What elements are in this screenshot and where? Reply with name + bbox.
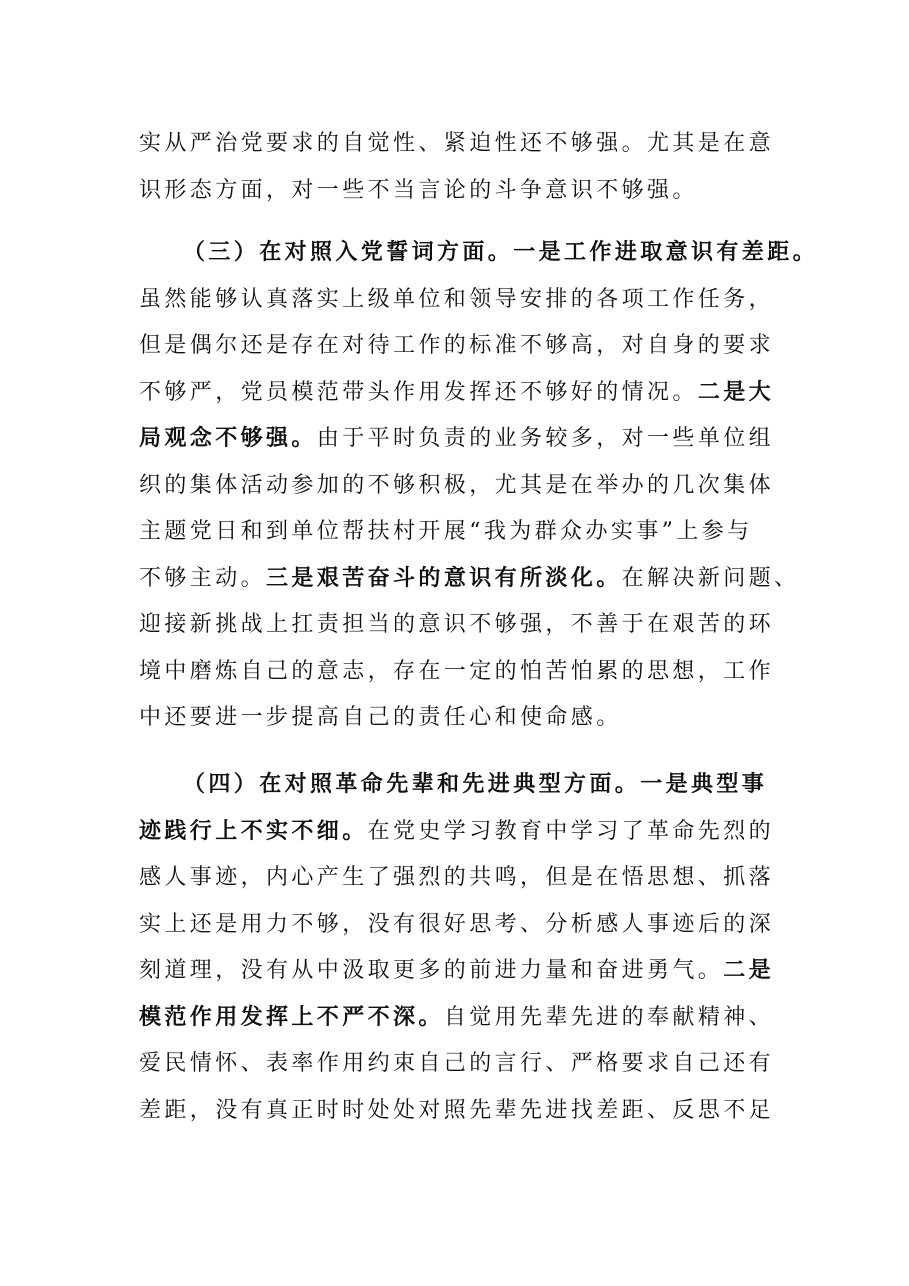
text-run: 虽然能够认真落实上级单位和领导安排的各项工作任务， — [139, 286, 775, 312]
paragraph-1 — [139, 121, 799, 214]
text-run: 爱民情怀、表率作用约束自己的言行、严格要求自己还有 — [139, 1051, 775, 1076]
text-run: 主题党日和到单位帮扶村开展“我为群众办实事”上参与 — [139, 519, 753, 544]
text-line — [139, 948, 799, 995]
text-line — [139, 855, 799, 902]
text-run: 境中磨炼自己的意志，存在一定的怕苦怕累的思想，工作 — [139, 658, 775, 684]
text-line — [139, 463, 799, 510]
text-run: 在解决新问题、 — [621, 565, 800, 591]
text-run: 不够主动。 — [139, 565, 267, 591]
text-line — [139, 323, 799, 370]
text-run: 自觉用先辈先进的奉献精神、 — [443, 1004, 775, 1030]
section-heading: （三）在对照入党誓词方面。一是工作进取意识有差距。 — [183, 240, 819, 265]
text-run: 实从严治党要求的自觉性、紧迫性还不够强。尤其是在意 — [139, 131, 775, 156]
text-line — [139, 809, 799, 856]
text-line — [139, 649, 799, 696]
text-line — [139, 121, 799, 168]
section-heading: （四）在对照革命先辈和先进典型方面。一是典型事 — [183, 772, 768, 797]
text-run: 感人事迹，内心产生了强烈的共鸣，但是在悟思想、抓落 — [139, 865, 775, 890]
text-line — [139, 1041, 799, 1088]
text-line — [139, 902, 799, 949]
section-heading-line — [139, 762, 799, 809]
text-run: 不够严，党员模范带头作用发挥还不够好的情况。 — [139, 379, 698, 405]
bold-run: 二是 — [723, 958, 775, 983]
text-run: 中还要进一步提高自己的责任心和使命感。 — [139, 705, 622, 730]
text-line — [139, 370, 799, 417]
bold-run: 三是艰苦奋斗的意识有所淡化。 — [266, 565, 622, 591]
text-line — [139, 277, 799, 324]
text-run: 差距，没有真正时时处处对照先辈先进找差距、反思不足 — [139, 1097, 775, 1123]
section-heading-line — [139, 230, 819, 277]
text-run: 刻道理，没有从中汲取更多的前进力量和奋进勇气。 — [139, 958, 724, 983]
text-line — [139, 416, 799, 463]
text-run: 织的集体活动参加的不够积极，尤其是在举办的几次集体 — [139, 472, 775, 498]
text-line — [139, 509, 799, 556]
paragraph-section-3 — [139, 230, 819, 742]
text-run: 识形态方面，对一些不当言论的斗争意识不够强。 — [139, 177, 698, 203]
text-line — [139, 556, 799, 603]
text-run: 实上还是用力不够，没有很好思考、分析感人事迹后的深 — [139, 911, 775, 937]
text-run: 由于平时负责的业务较多，对一些单位组 — [316, 426, 775, 451]
text-line — [139, 995, 799, 1042]
bold-run: 局观念不够强。 — [139, 426, 317, 451]
text-line — [139, 168, 799, 215]
text-line — [139, 602, 799, 649]
bold-run: 二是大 — [697, 379, 775, 405]
text-run: 在党史学习教育中学习了革命先烈的 — [367, 818, 775, 844]
text-line — [139, 695, 799, 742]
paragraph-section-4 — [139, 762, 799, 1134]
text-run: 迎接新挑战上扛责担当的意识不够强，不善于在艰苦的环 — [139, 612, 775, 637]
text-run: 但是偶尔还是存在对待工作的标准不够高，对自身的要求 — [139, 333, 775, 358]
bold-run: 模范作用发挥上不严不深。 — [139, 1004, 444, 1030]
text-line — [139, 1088, 799, 1135]
bold-run: 迹践行上不实不细。 — [139, 818, 368, 844]
